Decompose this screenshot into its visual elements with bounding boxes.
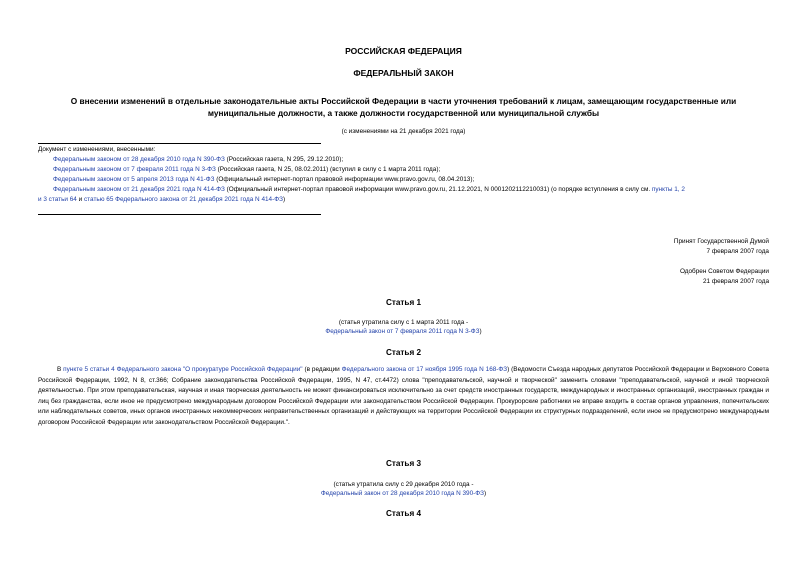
change-law-link[interactable]: Федеральным законом от 5 апреля 2013 года N 41-ФЗ: [53, 176, 215, 183]
council-label: Одобрен Советом Федерации: [679, 268, 769, 275]
change-note: (Официальный интернет-портал правовой информации www.pravo.gov.ru, 21.12.2021, N 0001202112210031) (о порядке вступления в силу см.: [224, 186, 652, 193]
changes-block: [38, 145, 773, 205]
change-item: [38, 155, 773, 165]
adoption-council: [680, 267, 769, 287]
article-3-title: Статья 3: [385, 459, 422, 468]
change-note: (Российская газета, N 295, 29.12.2010);: [224, 156, 344, 163]
edition-note: (с изменениями на 21 декабря 2021 года): [341, 128, 466, 135]
duma-date: 7 февраля 2007 года: [706, 248, 769, 255]
country-heading: РОССИЙСКАЯ ФЕДЕРАЦИЯ: [345, 46, 462, 56]
change-item: [38, 175, 773, 185]
law-title-line-1: О внесении изменений в отдельные законодательные акты Российской Федерации в части уточнения требований к лицам, замещающим государственные или: [70, 96, 737, 106]
change-item: [38, 165, 773, 175]
article-3-repeal-link[interactable]: Федеральный закон от 28 декабря 2010 года N 390-ФЗ: [320, 490, 484, 497]
change-item-continuation: и 3 статьи 64 и статью 65 Федерального закона от 21 декабря 2021 года N 414-ФЗ): [38, 196, 286, 203]
changes-top-divider: [38, 143, 321, 144]
law-168-link[interactable]: Федерального закона от 17 ноября 1995 года N 168-ФЗ: [341, 366, 508, 373]
article-1-title: Статья 1: [385, 298, 422, 307]
change-ref-link[interactable]: и 3 статьи 64: [38, 196, 77, 203]
article-4-title: Статья 4: [385, 509, 422, 518]
change-ref-link[interactable]: пункты 1, 2: [651, 186, 685, 193]
change-law-link[interactable]: Федеральным законом от 28 декабря 2010 года N 390-ФЗ: [53, 156, 225, 163]
article-3-status: (статья утратила силу с 29 декабря 2010 года - Федеральный закон от 28 декабря 2010 года N 390-ФЗ): [320, 481, 487, 497]
council-date: 21 февраля 2007 года: [702, 278, 769, 285]
change-ref-link[interactable]: статью 65 Федерального закона от 21 декабря 2021 года N 414-ФЗ: [83, 196, 283, 203]
changes-bottom-divider: [38, 214, 321, 215]
change-law-link[interactable]: Федеральным законом от 21 декабря 2021 года N 414-ФЗ: [53, 186, 225, 193]
change-item: [38, 185, 773, 195]
prosecutor-law-link[interactable]: пункте 5 статьи 4 Федерального закона "О прокуратуре Российской Федерации": [63, 366, 303, 373]
article-1-status: (статья утратила силу с 1 марта 2011 года - Федеральный закон от 7 февраля 2011 года N 3-ФЗ): [325, 319, 482, 335]
article-2-text: В пункте 5 статьи 4 Федерального закона "О прокуратуре Российской Федерации" (в редакции Федерального закона от 17 ноября 1995 года N 168-ФЗ) (Ведомости Съезда народных депутатов Российской Федерации и Верховного Совета Российской Федерации, 1992, N 8, ст.366; Собрание законодательства Российской Федерации, 1995, N 47, ст.4472) слова "преподавательской, научной и творческой" заменить словами "преподавательской, научной и иной творческой деятельностью. При этом преподавательская, научная и иная творческая деятельность не может финансироваться исключительно за счет средств иностранных государств, международных и иностранных организаций, иностранных граждан и лиц без гражданства, если иное не предусмотрено международным договором Российской Федерации или законодательством Российской Федерации. Прокурорские работники не вправе входить в состав органов управления, попечительских или наблюдательных советов, иных органов иностранных некоммерческих неправительственных организаций и действующих на территории Российской Федерации их структурных подразделений, если иное не предусмотрено международным договором Российской Федерации или законодательством Российской Федерации.".: [38, 366, 769, 426]
adoption-duma: [674, 237, 769, 257]
change-note: (Официальный интернет-портал правовой информации www.pravo.gov.ru, 08.04.2013);: [214, 176, 475, 183]
article-2-title: Статья 2: [385, 348, 422, 357]
article-1-repeal-link[interactable]: Федеральный закон от 7 февраля 2011 года N 3-ФЗ: [325, 328, 480, 335]
law-title: [40, 95, 767, 119]
law-type-heading: ФЕДЕРАЛЬНЫЙ ЗАКОН: [353, 68, 454, 78]
duma-label: Принят Государственной Думой: [673, 238, 769, 245]
changes-intro: Документ с изменениями, внесенными:: [38, 146, 156, 153]
change-note: (Российская газета, N 25, 08.02.2011) (вступил в силу с 1 марта 2011 года);: [215, 166, 441, 173]
change-law-link[interactable]: Федеральным законом от 7 февраля 2011 года N 3-ФЗ: [53, 166, 216, 173]
law-title-line-2: муниципальные должности, а также должности государственной или муниципальной службы: [207, 108, 600, 118]
